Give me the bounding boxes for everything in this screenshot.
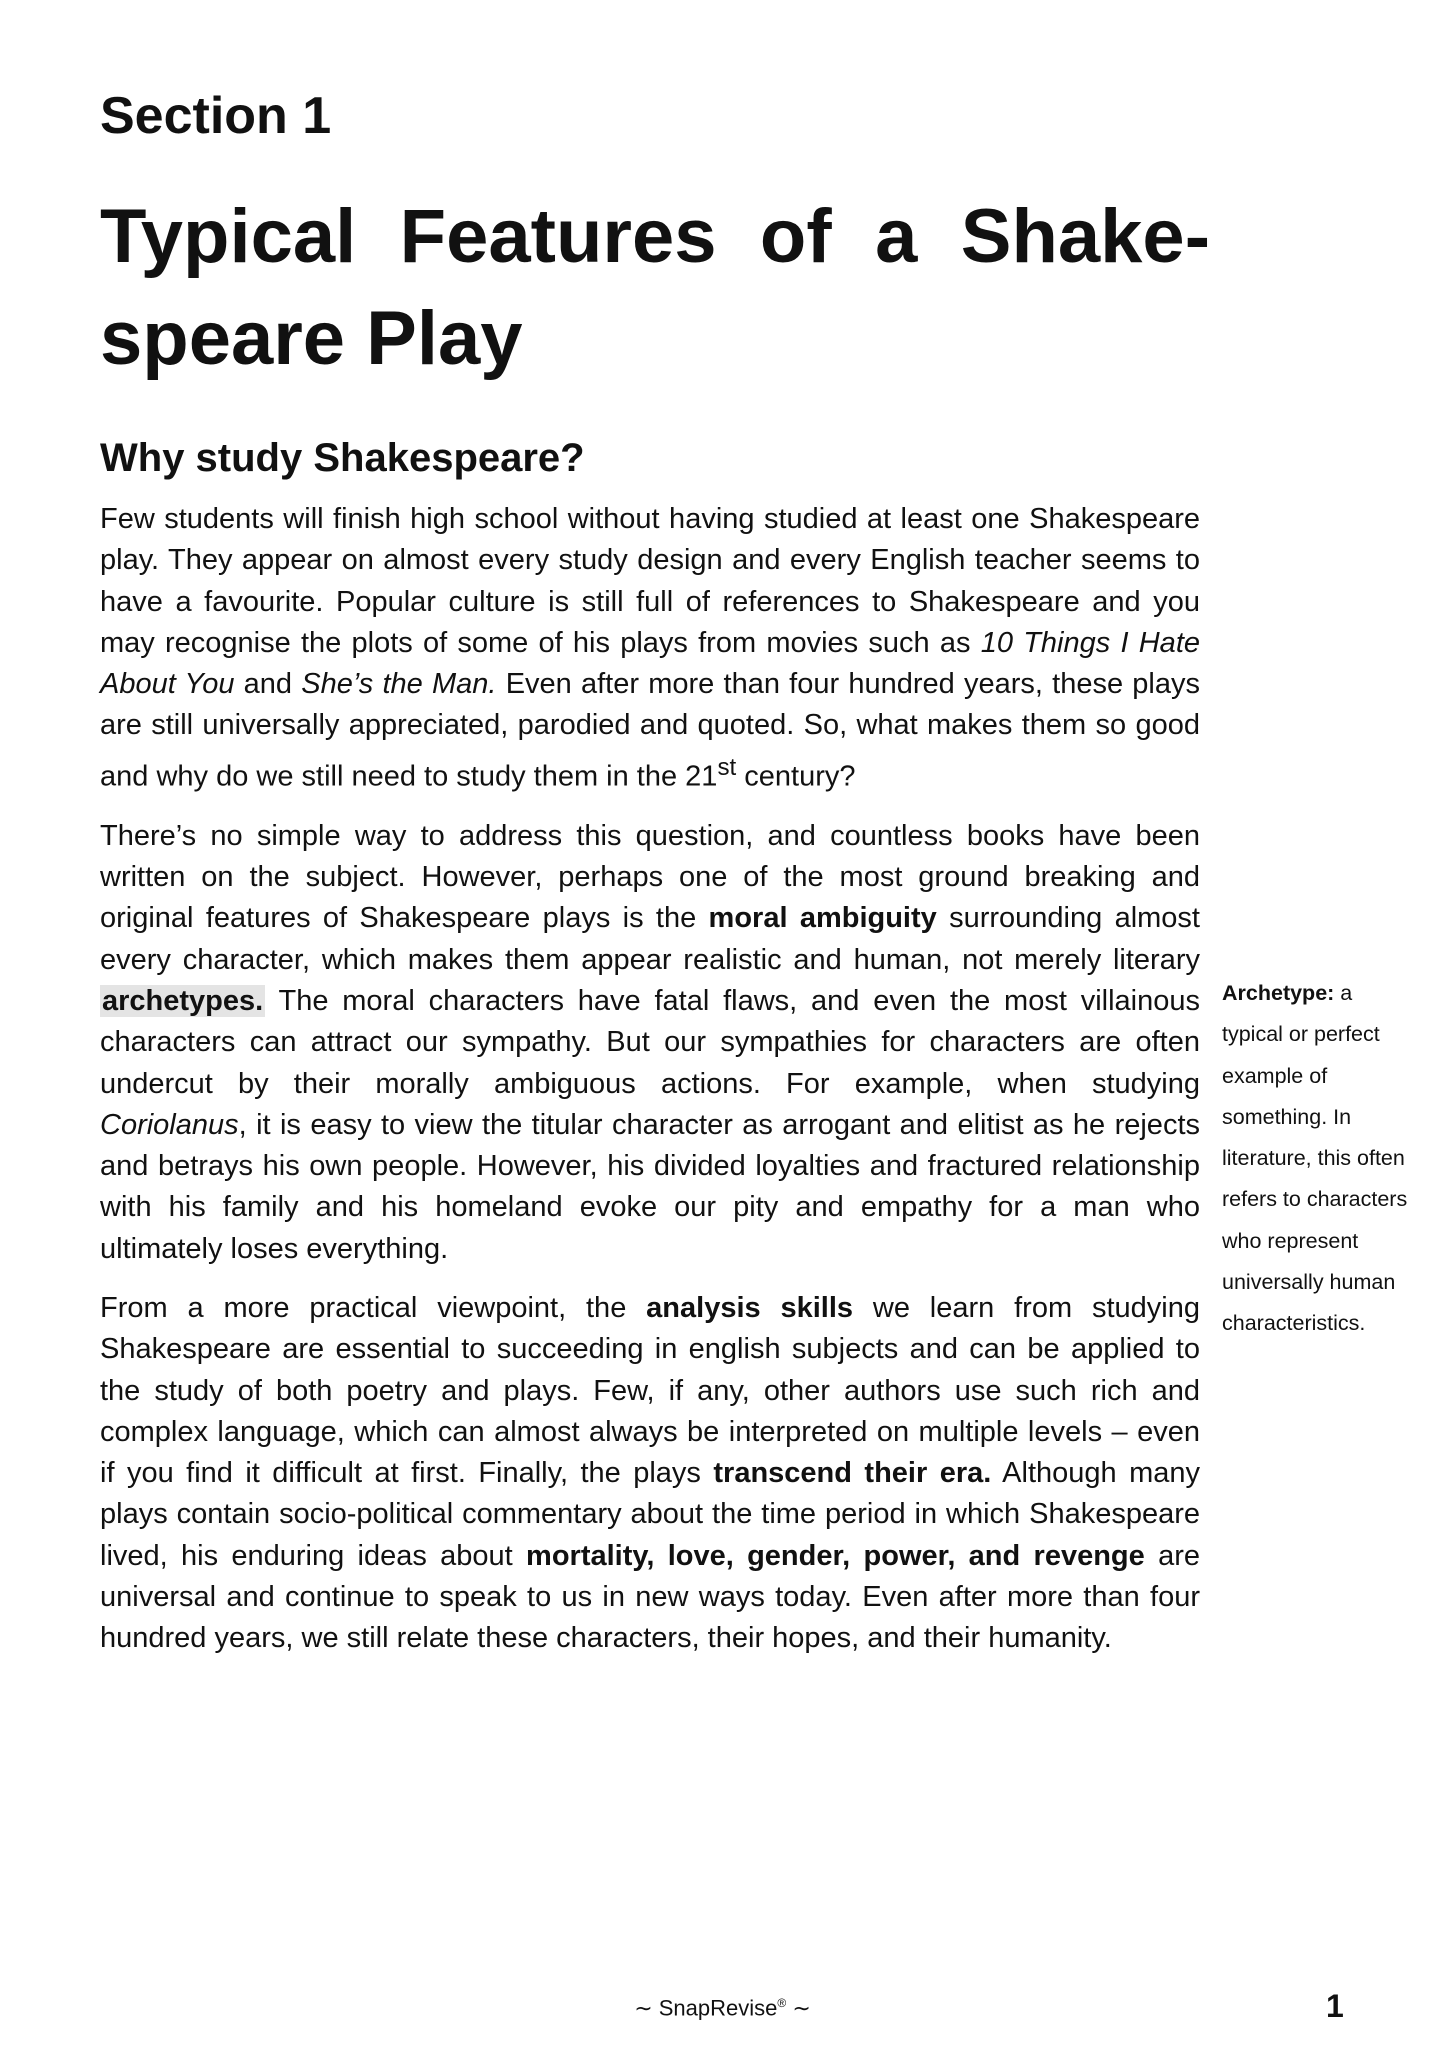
- definition-colon: :: [1327, 981, 1335, 1005]
- tilde-right: ∼: [786, 1995, 811, 2021]
- paragraph-text: are universal and continue to speak to us in new ways today. Even after more than four hundred years, we still relate these characters, their hopes, and their humanity.: [100, 1539, 1200, 1655]
- key-term: analysis skills: [646, 1292, 854, 1324]
- movie-title: 10 Things I Hate About You: [100, 626, 1200, 701]
- paragraph-3: [100, 1288, 1200, 1660]
- paragraph-text: From a more practical viewpoint, the: [100, 1292, 647, 1324]
- key-term: transcend their era.: [713, 1457, 992, 1490]
- highlighted-term-archetypes[interactable]: archetypes.: [102, 984, 264, 1017]
- paragraph-text: and: [234, 668, 302, 701]
- paragraph-text: surrounding almost every character, which makes them appear realistic and human, not merely literary: [100, 902, 1200, 976]
- chapter-title: Typical Features of a Shake-speare Play: [100, 194, 1210, 381]
- key-term: moral ambiguity: [708, 902, 937, 935]
- margin-note-definition: [1222, 973, 1412, 1345]
- paragraph-text: There’s no simple way to address this question, and countless books have been written on the subject. However, perhaps one of the most ground breaking and original features of Shakespeare plays is the: [100, 819, 1200, 935]
- paragraph-text: we learn from studying Shakespeare are essential to succeeding in english subjects and can be applied to the study of both poetry and plays. Few, if any, other authors use such rich and complex language, which can almost always be interpreted on multiple levels – even if you find it difficult at first. Finally, the plays: [100, 1292, 1200, 1490]
- movie-title: She’s the Man.: [301, 668, 497, 701]
- paragraph-text: , it is easy to view the titular character as arrogant and elitist as he rejects and betrays his own people. However, his divided loyalties and fractured relationship with his family and his homeland evoke our pity and empathy for a man who ultimately loses everything.: [100, 1108, 1200, 1265]
- section-label: Section 1: [100, 87, 332, 145]
- paragraph-text: century?: [736, 760, 856, 793]
- registered-mark: ®: [777, 1996, 787, 2010]
- paragraph-1: [100, 499, 1200, 798]
- footer-brand: [0, 1997, 1445, 2019]
- definition-term: Archetype: [1222, 981, 1328, 1005]
- play-title: Coriolanus: [100, 1108, 239, 1141]
- sub-heading: Why study Shakespeare?: [100, 436, 585, 480]
- ordinal-suffix: st: [717, 753, 737, 781]
- paragraph-text: The moral characters have fatal flaws, and even the most villainous characters can attract our sympathy. But our sympathies for characters are often undercut by their morally ambiguous actions. For example, when studying: [100, 984, 1200, 1100]
- paragraph-text: Few students will finish high school without having studied at least one Shakespeare play. They appear on almost every study design and every English teacher seems to have a favourite. Popular culture is still full of references to Shakespeare and you may recognise the plots of some of his plays from movies such as: [100, 503, 1200, 659]
- brand-name: SnapRevise: [658, 1995, 778, 2021]
- paragraph-text: Even after more than four hundred years, these plays are still universally appreciated, parodied and quoted. So, what makes them so good and why do we still need to study them in the 21: [100, 668, 1200, 793]
- body-text: [100, 499, 1200, 1678]
- key-term: mortality, love, gender, power, and revenge: [526, 1539, 1145, 1572]
- definition-text: a typical or perfect example of something. In literature, this often refers to characters who represent universally human characteristics.: [1222, 981, 1408, 1336]
- paragraph-2: [100, 816, 1200, 1270]
- paragraph-text: Although many plays contain socio-political commentary about the time period in which Shakespeare lived, his enduring ideas about: [100, 1457, 1201, 1572]
- page-number: 1: [1326, 1988, 1344, 2024]
- tilde-left: ∼: [634, 1995, 659, 2021]
